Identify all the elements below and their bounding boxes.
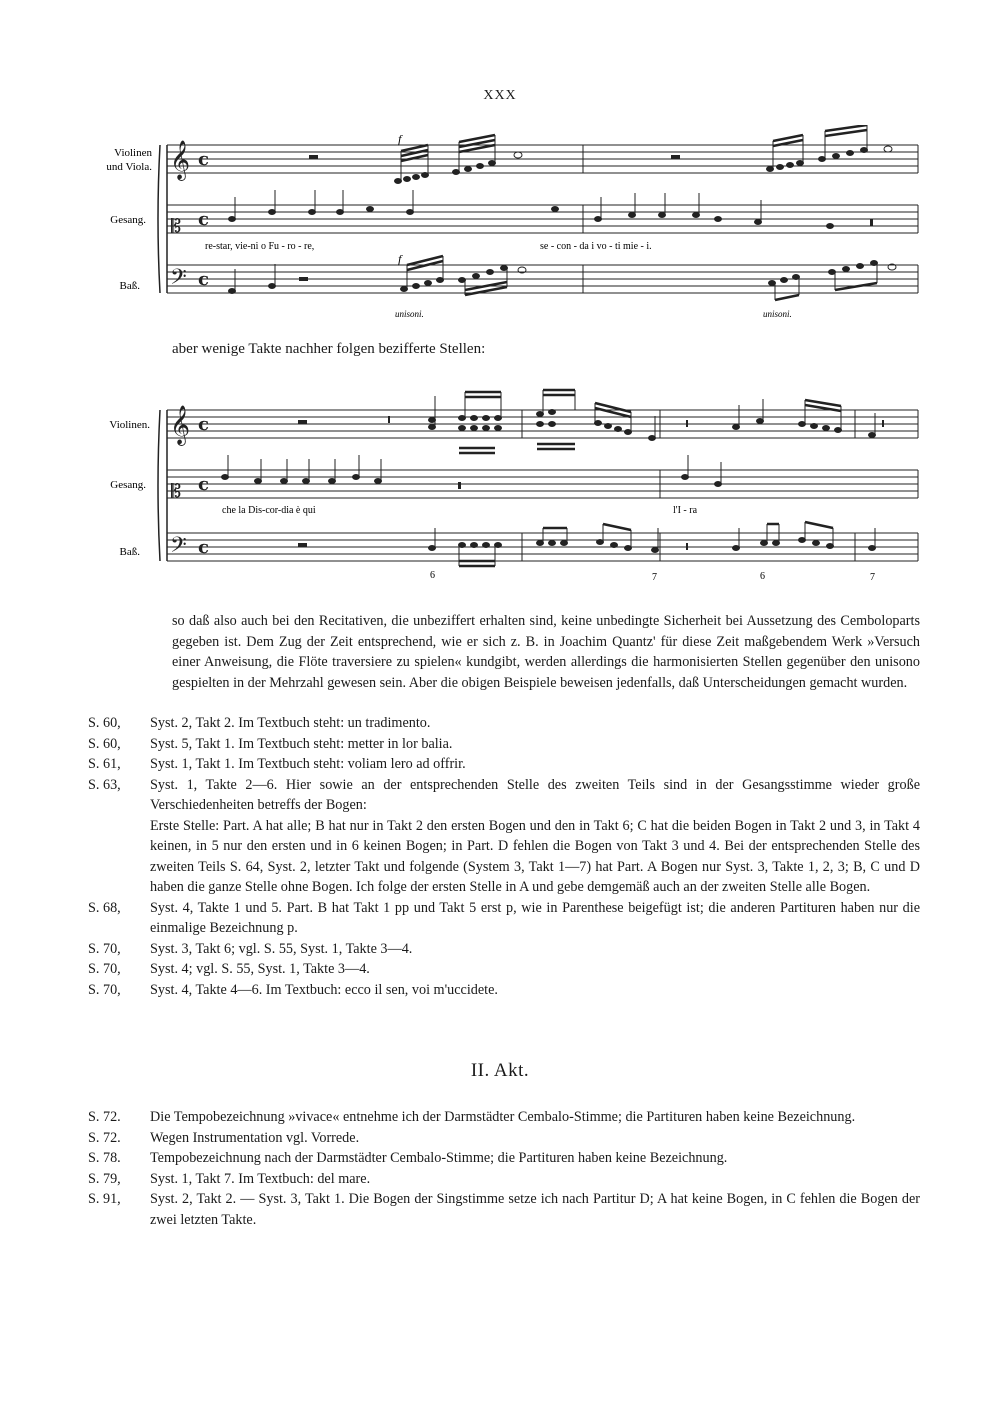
label-violins-line2: und Viola. <box>106 161 152 173</box>
label-violins-2: Violinen. <box>109 419 150 431</box>
intro-sentence: aber wenige Takte nachher folgen bezifferte Stellen: <box>172 341 486 357</box>
lyrics-part2: se - con - da i vo - ti mie - i. <box>540 241 652 252</box>
voice-notes <box>229 190 834 229</box>
note-item <box>88 713 920 734</box>
note-text: Syst. 2, Takt 2. — Syst. 3, Takt 1. Die Bogen der Singstimme setze ich nach Partitur D; A hat keine Bogen, in C fehlen die Bogen der zwei letzten Takte. <box>150 1191 920 1228</box>
bass-notes-2 <box>429 522 876 566</box>
note-ref: S. 78. <box>88 1150 121 1166</box>
svg-text:c: c <box>198 209 209 230</box>
svg-text:𝄡: 𝄡 <box>171 216 182 237</box>
note-text: Wegen Instrumentation vgl. Vorrede. <box>150 1129 360 1146</box>
notes-act2 <box>88 1107 920 1230</box>
label-violins-line1: Violinen <box>114 147 152 159</box>
lyrics-part1: re-star, vie-ni o Fu - ro - re, <box>205 241 315 252</box>
svg-text:𝄞: 𝄞 <box>170 140 191 180</box>
notes-act1 <box>88 713 920 1000</box>
score-system-1 <box>0 125 1000 330</box>
svg-text:𝄢: 𝄢 <box>170 533 187 563</box>
label-voice: Gesang. <box>110 214 146 226</box>
note-ref: S. 79, <box>88 1170 121 1187</box>
note-item <box>88 1128 920 1149</box>
note-item <box>88 939 920 960</box>
body-paragraph: so daß also auch bei den Recitativen, die unbeziffert erhalten sind, keine unbedingte Sicherheit bei Aussetzung des Cemboloparts gegeben ist. Dem Zug der Zeit entsprechend, wie er sich z. B. in Joachim Quantz' für diese Zeit maßgebendem Werk »Versuch einer Anweisung, die Flöte traversiere zu spielen« kundgibt, werden allerdings die harmonisierten Stellen gegenüber den unisono gespielten in der Mehrzahl gewesen sein. Aber die obigen Beispiele beweisen jedenfalls, daß Unterscheidungen gemacht wurden. <box>172 613 920 691</box>
note-item <box>88 1107 920 1128</box>
staff-violins <box>167 145 918 173</box>
label-bass: Baß. <box>119 280 140 292</box>
note-item <box>88 775 920 816</box>
figure-bass-3: 6 <box>760 571 765 582</box>
svg-text:𝄡: 𝄡 <box>171 481 182 502</box>
svg-text:c: c <box>198 149 209 170</box>
figure-bass-2: 7 <box>652 572 657 583</box>
staff-voice <box>167 205 918 233</box>
note-ref: S. 91, <box>88 1191 121 1207</box>
svg-text:c: c <box>198 474 209 495</box>
note-ref: S. 60, <box>88 735 121 752</box>
violin-chords-2 <box>429 390 876 453</box>
svg-text:𝄢: 𝄢 <box>170 265 187 295</box>
note-text: Syst. 4, Takte 1 und 5. Part. B hat Takt 1 pp und Takt 5 erst p, wie in Parenthese beigefügt ist; die anderen Partituren haben nur die einmalige Bezeichnung p. <box>150 899 920 936</box>
note-sub-text: Erste Stelle: Part. A hat alle; B hat nur in Takt 2 den ersten Bogen und den in Takt 6; C hat die beiden Bogen in Takt 2 und 3, in Takt 4 keinen, in 5 nur den ersten und in 6 keinen Bogen; in Part. D fehlen die Bogen von Takt 3 und 4. Bei der entsprechenden Stelle des zweiten Teils S. 64, Syst. 2, letzter Takt und folgende (System 3, Takt 1—7) hat Part. A Bogen nur Syst. 3, Takte 1, 2, 3; B, C und D haben die ganze Stelle ohne Bogen. Ich folge der ersten Stelle in A und gebe demgemäß auch an der zweiten Stelle alle Bogen. <box>150 817 920 895</box>
score-system-2 <box>0 378 1000 583</box>
note-item <box>88 1189 920 1230</box>
note-text: Syst. 1, Takte 2—6. Hier sowie an der entsprechenden Stelle des zweiten Teils sind in der Gesangsstimme wieder große Verschiedenheiten betreffs der Bogen: <box>150 776 920 813</box>
label-bass-2: Baß. <box>119 546 140 558</box>
note-item <box>88 959 920 980</box>
label-voice-2: Gesang. <box>110 479 146 491</box>
note-text: Die Tempobezeichnung »vivace« entnehme ich der Darmstädter Cembalo-Stimme; die Partituren haben keine Bezeichnung. <box>150 1109 856 1125</box>
note-item <box>88 898 920 939</box>
note-ref: S. 61, <box>88 756 121 772</box>
note-item <box>88 980 920 1001</box>
svg-text:𝄞: 𝄞 <box>170 405 191 445</box>
note-ref: S. 72. <box>88 1129 121 1146</box>
note-text: Syst. 5, Takt 1. Im Textbuch steht: metter in lor balia. <box>150 735 453 752</box>
staff-voice-2 <box>167 470 918 498</box>
unisoni-marking-2: unisoni. <box>763 309 792 319</box>
lyrics-ex2-part2: l'I - ra <box>673 505 698 516</box>
note-text: Syst. 1, Takt 1. Im Textbuch steht: voliam lero ad offrir. <box>150 756 466 772</box>
note-item <box>88 1148 920 1169</box>
svg-text:c: c <box>198 269 209 290</box>
note-text: Syst. 4; vgl. S. 55, Syst. 1, Takte 3—4. <box>150 961 370 977</box>
section-heading-act2: II. Akt. <box>470 1060 530 1081</box>
note-item <box>88 1169 920 1190</box>
note-text: Tempobezeichnung nach der Darmstädter Cembalo-Stimme; die Partituren haben keine Bezeichnung. <box>150 1150 728 1166</box>
note-subparagraph <box>88 816 920 898</box>
note-item <box>88 734 920 755</box>
dynamic-forte-violins: f <box>398 132 402 146</box>
music-example-1 <box>0 125 1000 330</box>
figure-bass-1: 6 <box>430 570 435 581</box>
note-item <box>88 754 920 775</box>
svg-text:c: c <box>198 414 209 435</box>
page-number: XXX <box>483 88 517 103</box>
note-text: Syst. 3, Takt 6; vgl. S. 55, Syst. 1, Takte 3—4. <box>150 940 413 957</box>
note-ref: S. 70, <box>88 961 121 977</box>
note-text: Syst. 2, Takt 2. Im Textbuch steht: un tradimento. <box>150 715 431 731</box>
note-ref: S. 60, <box>88 715 121 731</box>
note-text: Syst. 1, Takt 7. Im Textbuch: del mare. <box>150 1170 371 1187</box>
note-ref: S. 70, <box>88 981 121 998</box>
note-ref: S. 70, <box>88 940 121 957</box>
note-text: Syst. 4, Takte 4—6. Im Textbuch: ecco il sen, voi m'uccidete. <box>150 981 498 998</box>
dynamic-forte-bass: f <box>398 252 402 266</box>
note-ref: S. 72. <box>88 1109 121 1125</box>
unisoni-marking-1: unisoni. <box>395 309 424 319</box>
figure-bass-4: 7 <box>870 572 875 583</box>
svg-text:c: c <box>198 537 209 558</box>
violin-run-2 <box>767 125 893 172</box>
lyrics-ex2-part1: che la Dis-cor-dia è qui <box>222 505 316 516</box>
music-example-2 <box>0 378 1000 583</box>
staff-bass <box>167 265 918 293</box>
note-ref: S. 68, <box>88 899 121 916</box>
note-ref: S. 63, <box>88 776 121 793</box>
